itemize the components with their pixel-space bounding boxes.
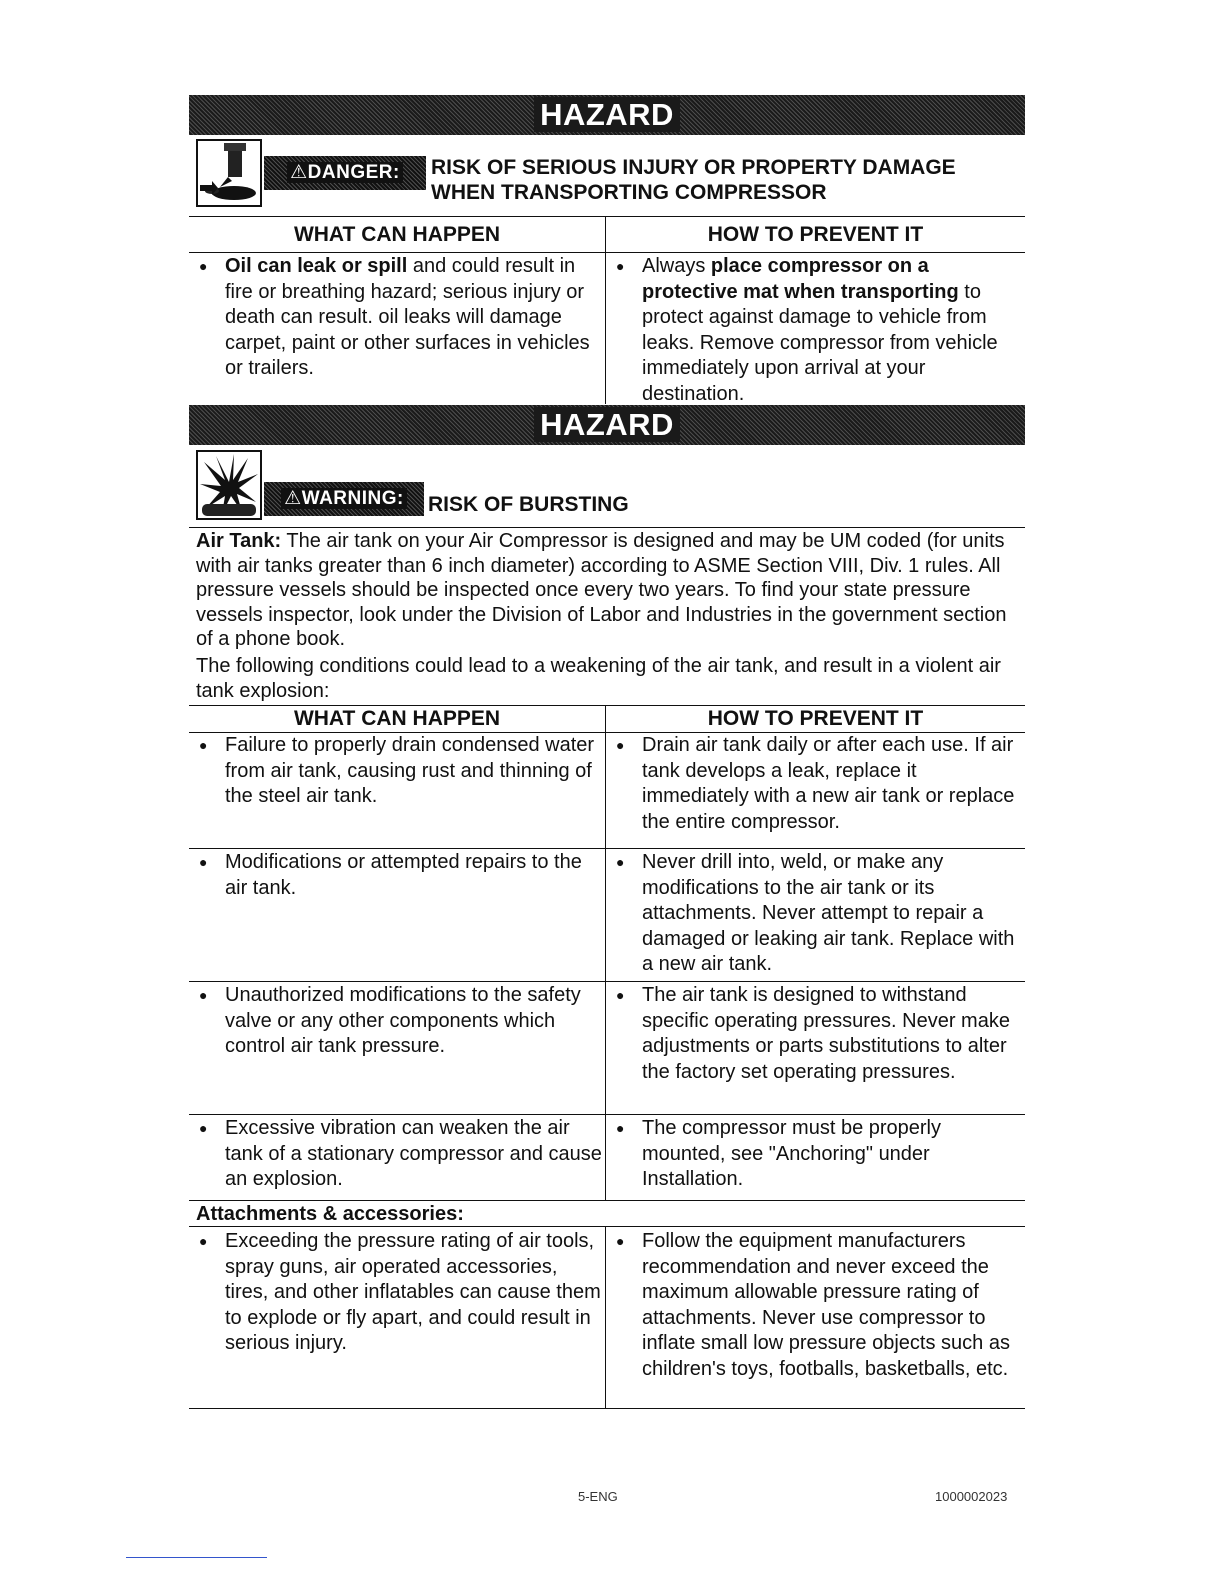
table-row-4-what: ● Excessive vibration can weaken the air tank of a stationary compressor and cause an explosion. — [199, 1117, 602, 1190]
hazard1-how-text: to protect against damage to vehicle from leaks. Remove compressor from vehicle immediately upon arrival at your destination. — [642, 280, 998, 405]
hazard1-how-bold: place compressor on a protective mat when transporting — [642, 255, 959, 303]
bullet-icon: ● — [616, 258, 625, 274]
row-divider — [189, 1114, 1025, 1115]
bullet-icon: ● — [616, 1233, 625, 1249]
danger-signal-word: ⚠DANGER: — [264, 156, 426, 190]
hazard-banner-1 — [189, 95, 1025, 135]
tank-burst-icon — [196, 450, 262, 520]
air-tank-text: The air tank on your Air Compressor is designed and may be UM coded (for units with air tanks greater than 6 inch diameter) according to ASME Section VIII, Div. 1 rules. All pressure vessels should be inspected once every two years. To find your state pressure vessels inspector, look under the Division of Labor and Industries in the government section of a phone book. — [196, 530, 1007, 650]
bullet-icon: ● — [199, 987, 208, 1003]
divider — [189, 252, 1025, 253]
column-header-how: HOW TO PREVENT IT — [707, 707, 924, 730]
bullet-icon: ● — [199, 258, 208, 274]
divider — [189, 216, 1025, 217]
table-row-1-how: ● Drain air tank daily or after each use. If air tank develops a leak, replace it immediately with a new air tank or replace the entire compressor. — [616, 734, 1015, 833]
attachments-heading: Attachments & accessories: — [196, 1203, 464, 1225]
hazard1-title-line2: WHEN TRANSPORTING COMPRESSOR — [431, 181, 827, 204]
hazard1-what-text: and could result in fire or breathing hazard; serious injury or death can result. oil leaks will damage carpet, paint or other surfaces in vehicles or trailers. — [225, 255, 590, 379]
table-row-2-how: ● Never drill into, weld, or make any modifications to the air tank or its attachments. Never attempt to repair a damaged or leaking air tank. Replace with a new air tank. — [616, 851, 1015, 975]
hazard1-how-pre: Always — [642, 255, 711, 277]
table-row-1-what: ● Failure to properly drain condensed water from air tank, causing rust and thinning of the steel air tank. — [199, 734, 595, 807]
hazard1-how-cell — [606, 254, 1018, 407]
table-row-2-what: ● Modifications or attempted repairs to the air tank. — [199, 851, 582, 899]
attachments-how-cell: ● Follow the equipment manufacturers recommendation and never exceed the maximum allowable pressure rating of attachments. Never use compressor to inflate small low pressure objects such as children's toys, footballs, basketballs, etc. — [616, 1230, 1010, 1380]
attachments-what-cell: ● Exceeding the pressure rating of air tools, spray guns, air operated accessories, tires, and other inflatables can cause them to explode or fly apart, and could result in serious injury. — [199, 1230, 601, 1354]
table-row-3-how: ● The air tank is designed to withstand specific operating pressures. Never make adjustments or parts substitutions to alter the factory set operating pressures. — [616, 984, 1010, 1083]
bullet-icon: ● — [616, 854, 625, 870]
hazard-banner-label: HAZARD — [534, 97, 680, 132]
hazard1-what-bold: Oil can leak or spill — [225, 255, 408, 277]
column-header-how: HOW TO PREVENT IT — [707, 223, 924, 246]
page-number: 5-ENG — [578, 1489, 618, 1504]
hazard-banner-label: HAZARD — [534, 407, 680, 442]
column-header-what: WHAT CAN HAPPEN — [293, 707, 501, 730]
column-header-what: WHAT CAN HAPPEN — [293, 223, 501, 246]
divider — [189, 1408, 1025, 1409]
hazard1-what-cell — [189, 254, 603, 382]
footer-link-underline — [126, 1557, 267, 1558]
bullet-icon: ● — [199, 737, 208, 753]
bullet-icon: ● — [616, 1120, 625, 1136]
divider — [189, 1226, 1025, 1227]
bullet-icon: ● — [616, 737, 625, 753]
table-row-3-what: ● Unauthorized modifications to the safety valve or any other components which control air tank pressure. — [199, 984, 581, 1057]
bullet-icon: ● — [199, 1120, 208, 1136]
hazard1-title-line1: RISK OF SERIOUS INJURY OR PROPERTY DAMAGE — [431, 156, 956, 179]
air-tank-label: Air Tank: — [196, 530, 282, 552]
hazard2-title: RISK OF BURSTING — [428, 493, 629, 516]
table-row-4-how: ● The compressor must be properly mounted, see "Anchoring" under Installation. — [616, 1117, 942, 1190]
row-divider — [189, 848, 1025, 849]
warning-signal-word: ⚠WARNING: — [264, 482, 424, 516]
bullet-icon: ● — [616, 987, 625, 1003]
hazard-banner-2 — [189, 405, 1025, 445]
document-number: 1000002023 — [935, 1489, 1008, 1504]
oil-spill-icon — [196, 139, 262, 207]
bullet-icon: ● — [199, 1233, 208, 1249]
bullet-icon: ● — [199, 854, 208, 870]
row-divider — [189, 1200, 1025, 1201]
conditions-paragraph: The following conditions could lead to a weakening of the air tank, and result in a violent air tank explosion: — [196, 655, 1001, 702]
divider — [189, 527, 1025, 528]
row-divider — [189, 981, 1025, 982]
air-tank-paragraph — [196, 529, 1016, 652]
